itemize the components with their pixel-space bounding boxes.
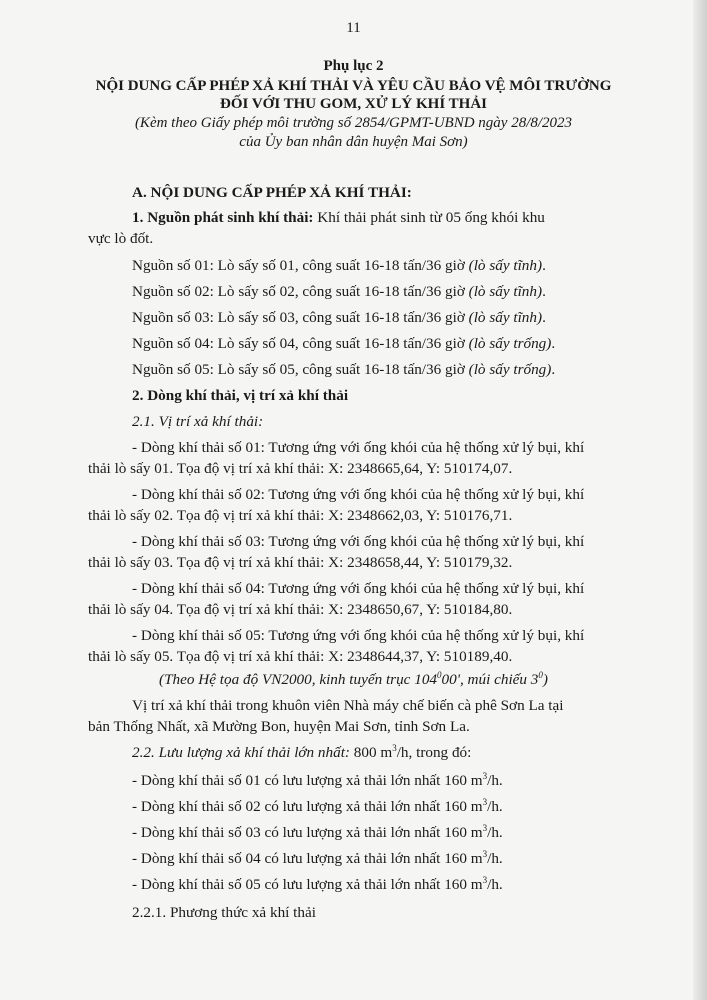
flow-line-1: - Dòng khí thải số 01 có lưu lượng xả thải lớn nhất 160 $m^3/h$. xyxy=(132,770,503,789)
flow-line-2: - Dòng khí thải số 02 có lưu lượng xả thải lớn nhất 160 $m^3/h$. xyxy=(132,796,503,815)
location-line-1: Vị trí xả khí thải trong khuôn viên Nhà máy chế biến cà phê Sơn La tại xyxy=(132,697,564,714)
item2-heading: 2. Dòng khí thải, vị trí xả khí thải xyxy=(132,387,349,404)
sub-2-1-heading: 2.1. Vị trí xả khí thải: xyxy=(132,413,264,430)
stream-4-line-a: - Dòng khí thải số 04: Tương ứng với ống khói của hệ thống xử lý bụi, khí xyxy=(132,580,585,597)
source-line-3: Nguồn số 03: Lò sấy số 03, công suất 16-18 tấn/36 giờ (lò sấy tĩnh). xyxy=(132,309,546,326)
subtitle-line-2: của Ủy ban nhân dân huyện Mai Sơn) xyxy=(239,134,468,150)
flow-line-5: - Dòng khí thải số 05 có lưu lượng xả thải lớn nhất 160 $m^3/h$. xyxy=(132,874,503,893)
flow-line-4: - Dòng khí thải số 04 có lưu lượng xả thải lớn nhất 160 $m^3/h$. xyxy=(132,848,503,867)
item1-line-1 xyxy=(132,209,545,227)
item1-line-2: vực lò đốt. xyxy=(88,230,154,247)
item1-label: 1. Nguồn phát sinh khí thải: xyxy=(132,209,314,226)
subtitle-line-1: (Kèm theo Giấy phép môi trường số 2854/GPMT-UBND ngày 28/8/2023 xyxy=(134,115,573,131)
source-line-4: Nguồn số 04: Lò sấy số 04, công suất 16-18 tấn/36 giờ (lò sấy trống). xyxy=(132,335,556,352)
stream-2-line-a: - Dòng khí thải số 02: Tương ứng với ống khói của hệ thống xử lý bụi, khí xyxy=(132,486,585,503)
annex-heading: Phụ lục 2 xyxy=(323,58,384,74)
source-line-1: Nguồn số 01: Lò sấy số 01, công suất 16-18 tấn/36 giờ (lò sấy tĩnh). xyxy=(132,257,546,274)
title-line-2: ĐỐI VỚI THU GOM, XỬ LÝ KHÍ THẢI xyxy=(220,96,487,112)
location-line-2: bản Thống Nhất, xã Mường Bon, huyện Mai Sơn, tỉnh Sơn La. xyxy=(88,718,470,735)
section-a-heading: A. NỘI DUNG CẤP PHÉP XẢ KHÍ THẢI: xyxy=(132,184,412,201)
stream-1-line-a: - Dòng khí thải số 01: Tương ứng với ống khói của hệ thống xử lý bụi, khí xyxy=(132,439,585,456)
flow-line-3: - Dòng khí thải số 03 có lưu lượng xả thải lớn nhất 160 $m^3/h$. xyxy=(132,822,503,841)
stream-4-line-b: thải lò sấy 04. Tọa độ vị trí xả khí thải: X: 2348650,67, Y: 510184,80. xyxy=(88,601,513,618)
stream-3-line-a: - Dòng khí thải số 03: Tương ứng với ống khói của hệ thống xử lý bụi, khí xyxy=(132,533,585,550)
source-line-5: Nguồn số 05: Lò sấy số 05, công suất 16-18 tấn/36 giờ (lò sấy trống). xyxy=(132,361,556,378)
stream-3-line-b: thải lò sấy 03. Tọa độ vị trí xả khí thải: X: 2348658,44, Y: 510179,32. xyxy=(88,554,513,571)
stream-2-line-b: thải lò sấy 02. Tọa độ vị trí xả khí thải: X: 2348662,03, Y: 510176,71. xyxy=(88,507,513,524)
coordinate-system-note: (Theo Hệ tọa độ VN2000, kinh tuyến trục $104^000'$, múi chiếu $3^0$) xyxy=(159,669,548,688)
sub-2-2-line: 2.2. Lưu lượng xả khí thải lớn nhất: 800 $m^3/h$, trong đó: xyxy=(132,742,472,761)
title-line-1: NỘI DUNG CẤP PHÉP XẢ KHÍ THẢI VÀ YÊU CẦU BẢO VỆ MÔI TRƯỜNG xyxy=(95,78,612,94)
stream-5-line-b: thải lò sấy 05. Tọa độ vị trí xả khí thải: X: 2348644,37, Y: 510189,40. xyxy=(88,648,513,665)
source-line-2: Nguồn số 02: Lò sấy số 02, công suất 16-18 tấn/36 giờ (lò sấy tĩnh). xyxy=(132,283,546,300)
stream-5-line-a: - Dòng khí thải số 05: Tương ứng với ống khói của hệ thống xử lý bụi, khí xyxy=(132,627,585,644)
item1-text-a: Khí thải phát sinh từ 05 ống khói khu xyxy=(313,209,545,226)
stream-1-line-b: thải lò sấy 01. Tọa độ vị trí xả khí thải: X: 2348665,64, Y: 510174,07. xyxy=(88,460,513,477)
sub-2-2-1-heading: 2.2.1. Phương thức xả khí thải xyxy=(132,904,316,921)
page-number: 11 xyxy=(346,20,361,36)
